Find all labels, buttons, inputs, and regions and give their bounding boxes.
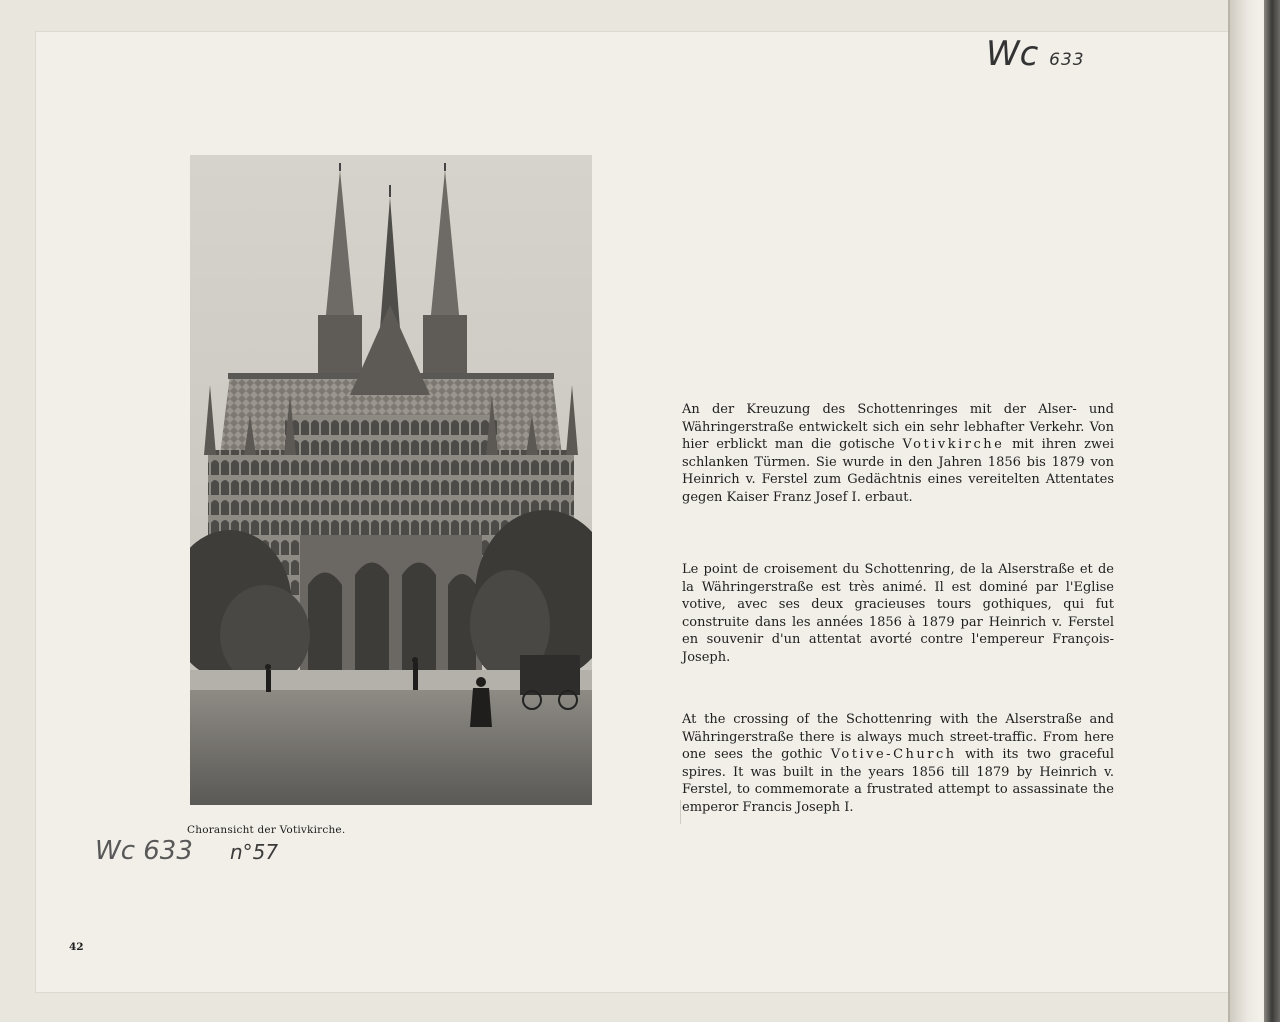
german-text-part2: mit ihren zwei schlanken Türmen. Sie wurde in den Jahren 1856 bis 1879 von Heinrich v. Ferstel zum Gedächtnis eines vereitelten Attentates gegen Kaiser Franz Josef I. erbaut. (682, 437, 1114, 505)
english-emphasis: Votive-Church (830, 747, 957, 762)
handwritten-item-number: n°57 (230, 840, 279, 864)
page-number: 42 (69, 941, 84, 953)
german-text-part1: An der Kreuzung des Schottenringes mit der Alser- und Währingerstraße entwickelt sich ein sehr lebhafter Verkehr. Von hier erblickt man die gotische (682, 402, 1114, 452)
photographer-monogram (582, 793, 583, 802)
french-paragraph (682, 561, 1114, 666)
church-photograph (190, 155, 592, 805)
handwritten-shelfmark-bottom: Wc 633 (95, 836, 193, 866)
german-emphasis: Votivkirche (902, 437, 1005, 452)
english-text-part2: with its two graceful spires. It was built in the years 1856 till 1879 by Heinrich v. Ferstel, to commemorate a frustrated attempt to assassinate the emperor Francis Joseph I. (682, 747, 1114, 815)
handwritten-shelfmark-number: 633 (1049, 50, 1085, 70)
handwritten-shelfmark-letters: Wc (986, 34, 1039, 74)
english-text-part1: At the crossing of the Schottenring with the Alserstraße and Währingerstraße there is always much street-traffic. From here one sees the gothic (682, 712, 1114, 762)
english-paragraph (682, 711, 1114, 816)
french-text: Le point de croisement du Schottenring, de la Alserstraße et de la Währingerstraße est très animé. Il est dominé par l'Eglise votive, avec ses deux gracieuses tours gothiques, qui fut construite dans les années 1856 à 1879 par Heinrich v. Ferstel en souvenir d'un attentat avorté contre l'empereur François-Joseph. (682, 562, 1114, 665)
gutter-shadow (1264, 0, 1280, 1022)
german-paragraph (682, 401, 1114, 506)
votivkirche-illustration (190, 155, 592, 805)
photo-caption: Choransicht der Votivkirche. (187, 824, 346, 836)
handwritten-shelfmark-top (986, 34, 1085, 74)
divider-line (680, 800, 681, 824)
